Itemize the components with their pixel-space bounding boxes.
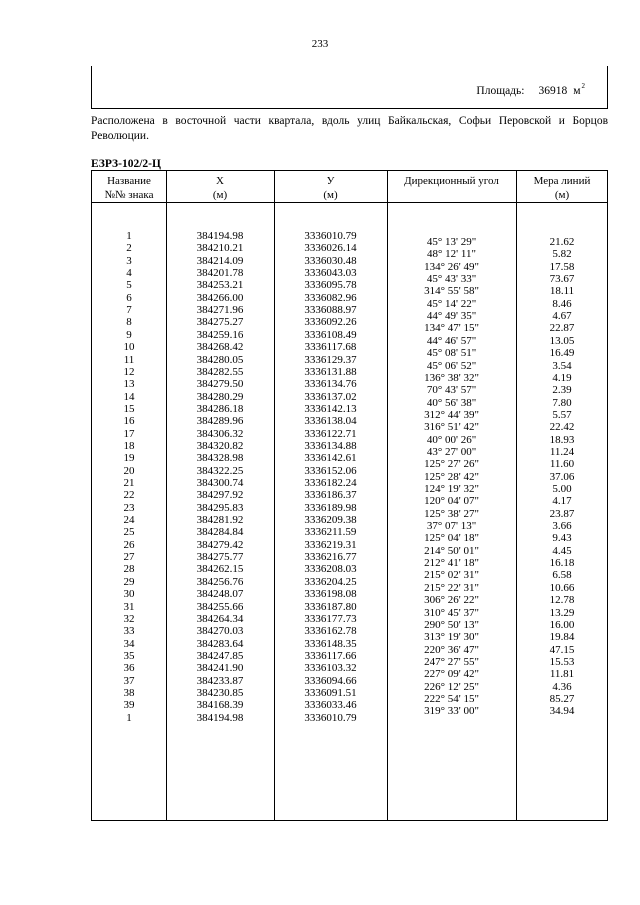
point-number: 30 — [123, 588, 135, 601]
point-number: 8 — [126, 316, 132, 329]
segment-length: 7.80 — [552, 396, 572, 409]
segment-angle: 45° 14' 22" — [426, 297, 477, 310]
segment-angle: 125° 27' 26" — [424, 458, 479, 471]
segment-length: 5.00 — [552, 483, 572, 495]
point-number: 7 — [126, 304, 132, 317]
point-x: 384279.50 — [196, 378, 244, 391]
segment-angle: 44° 46' 57" — [426, 334, 477, 347]
header-y — [274, 174, 387, 202]
segment-angle: 125° 04' 18" — [424, 532, 479, 545]
point-y: 3336082.96 — [304, 291, 357, 304]
point-number: 16 — [123, 415, 135, 428]
segment-angle: 45° 13' 29" — [426, 236, 477, 248]
segment-length: 6.58 — [552, 569, 572, 582]
point-x: 384253.21 — [196, 279, 244, 292]
point-x: 384271.96 — [196, 304, 244, 317]
segment-length: 11.60 — [549, 458, 575, 471]
point-y: 3336095.78 — [304, 279, 357, 292]
point-x: 384264.34 — [196, 612, 244, 625]
segment-length: 13.05 — [549, 334, 575, 347]
point-y: 3336092.26 — [304, 316, 357, 329]
point-number: 39 — [123, 699, 135, 712]
point-number: 23 — [123, 501, 135, 514]
segment-angle: 220° 36' 47" — [424, 643, 479, 656]
segment-length: 16.18 — [549, 557, 575, 570]
point-number: 1 — [126, 230, 132, 242]
segment-length: 11.81 — [549, 668, 575, 681]
segment-length: 73.67 — [549, 273, 575, 286]
segment-length: 2.39 — [552, 384, 572, 397]
segment-angle: 40° 56' 38" — [426, 396, 477, 409]
point-x: 384283.64 — [196, 637, 244, 650]
point-y: 3336137.02 — [304, 390, 357, 403]
segment-length: 4.36 — [552, 680, 572, 693]
point-y: 3336138.04 — [304, 415, 357, 428]
point-x: 384266.00 — [196, 291, 244, 304]
header-y-line1: У — [326, 175, 335, 187]
point-y: 3336209.38 — [304, 514, 357, 527]
area-unit-power: 2 — [581, 82, 585, 90]
segment-angle: 226° 12' 25" — [424, 680, 479, 693]
point-number: 14 — [123, 390, 135, 403]
point-number: 34 — [123, 637, 135, 650]
point-y: 3336122.71 — [304, 427, 357, 440]
point-y: 3336010.79 — [304, 711, 357, 724]
point-x: 384306.32 — [196, 427, 244, 440]
point-x: 384279.42 — [196, 538, 244, 551]
point-y: 3336198.08 — [304, 588, 357, 601]
point-y: 3336091.51 — [304, 686, 357, 699]
point-y: 3336187.80 — [304, 600, 357, 613]
segment-length: 37.06 — [549, 470, 575, 483]
point-x: 384241.90 — [196, 662, 244, 675]
point-y: 3336177.73 — [304, 612, 357, 625]
segment-length: 18.11 — [549, 285, 575, 298]
area-label: Площадь: — [476, 85, 525, 97]
point-x: 384281.92 — [196, 514, 244, 527]
point-x: 384262.15 — [196, 563, 244, 576]
segment-angle: 222° 54' 15" — [424, 692, 479, 705]
point-y: 3336219.31 — [304, 538, 357, 551]
segment-length: 23.87 — [549, 507, 575, 520]
segment-angle: 48° 12' 11" — [427, 248, 476, 261]
segment-angle: 313° 19' 30" — [424, 631, 479, 644]
header-x-line2: (м) — [212, 189, 228, 201]
point-number: 26 — [123, 538, 135, 551]
area-box — [91, 66, 608, 109]
segment-angle: 45° 06' 52" — [426, 359, 477, 372]
segment-length: 16.49 — [549, 347, 575, 360]
point-y: 3336148.35 — [304, 637, 357, 650]
point-x: 384259.16 — [196, 328, 244, 341]
header-angle-line1: Дирекционный угол — [404, 175, 499, 187]
segment-angle: 125° 28' 42" — [424, 470, 479, 483]
point-x: 384286.18 — [196, 402, 244, 415]
segment-length: 21.62 — [549, 236, 575, 248]
point-number: 6 — [126, 291, 132, 304]
coordinates-table — [91, 170, 608, 821]
segment-angle: 120° 04' 07" — [424, 495, 479, 508]
segment-length: 13.29 — [549, 606, 575, 619]
point-x: 384322.25 — [196, 464, 244, 477]
point-x: 384248.07 — [196, 588, 244, 601]
point-x: 384210.21 — [196, 242, 244, 255]
segment-angle: 124° 19' 32" — [424, 483, 479, 495]
point-number: 1 — [126, 711, 132, 724]
point-y: 3336186.37 — [304, 489, 357, 502]
header-point-name-line1: Название — [107, 175, 151, 187]
point-y: 3336129.37 — [304, 353, 357, 366]
area-line — [476, 82, 585, 97]
segment-angle: 319° 33' 00" — [424, 705, 479, 718]
point-y: 3336103.32 — [304, 662, 357, 675]
point-x: 384255.66 — [196, 600, 244, 613]
segment-length: 15.53 — [549, 655, 575, 668]
segment-angle: 45° 43' 33" — [426, 273, 477, 286]
point-number: 18 — [123, 439, 135, 452]
header-length-line2: (м) — [554, 189, 570, 201]
area-unit: м — [573, 85, 581, 97]
segment-angle: 136° 38' 32" — [424, 371, 479, 384]
segment-length: 3.66 — [552, 520, 572, 533]
segment-length: 5.57 — [552, 408, 572, 421]
point-y: 3336152.06 — [304, 464, 357, 477]
segment-angle: 37° 07' 13" — [426, 520, 477, 533]
point-x: 384289.96 — [196, 415, 244, 428]
point-number: 5 — [126, 279, 132, 292]
point-y: 3336142.61 — [304, 452, 357, 465]
point-x: 384280.05 — [196, 353, 244, 366]
segment-angle: 134° 26' 49" — [424, 260, 479, 273]
segment-length: 9.43 — [552, 532, 572, 545]
segment-angle: 290° 50' 13" — [424, 618, 479, 631]
point-number: 28 — [123, 563, 135, 576]
point-y: 3336108.49 — [304, 328, 357, 341]
segment-angle: 44° 49' 35" — [426, 310, 477, 323]
segment-angle: 134° 47' 15" — [424, 322, 479, 335]
point-x: 384247.85 — [196, 649, 244, 662]
point-number: 29 — [123, 575, 135, 588]
point-number: 32 — [123, 612, 135, 625]
segment-angle: 215° 22' 31" — [424, 581, 479, 594]
point-x: 384194.98 — [196, 230, 244, 242]
segment-angle: 70° 43' 57" — [426, 384, 477, 397]
table-header-divider — [92, 202, 607, 203]
header-length — [516, 174, 608, 202]
segment-angle: 45° 08' 51" — [426, 347, 477, 360]
point-y: 3336211.59 — [304, 526, 357, 539]
point-x: 384233.87 — [196, 674, 244, 687]
point-y: 3336216.77 — [304, 551, 357, 564]
point-x: 384320.82 — [196, 439, 244, 452]
segment-length: 4.19 — [552, 371, 572, 384]
point-y: 3336026.14 — [304, 242, 357, 255]
segment-length: 85.27 — [549, 692, 575, 705]
segment-angle: 212° 41' 18" — [424, 557, 479, 570]
point-y: 3336131.88 — [304, 365, 357, 378]
point-number: 3 — [126, 254, 132, 267]
segment-length: 5.82 — [552, 248, 572, 261]
point-number: 37 — [123, 674, 135, 687]
area-value: 36918 — [538, 85, 568, 97]
header-point-name — [92, 174, 166, 202]
point-x: 384268.42 — [196, 341, 244, 354]
point-y: 3336117.68 — [304, 341, 357, 354]
segment-angle: 310° 45' 37" — [424, 606, 479, 619]
point-y: 3336117.66 — [304, 649, 357, 662]
point-y: 3336033.46 — [304, 699, 357, 712]
point-y: 3336208.03 — [304, 563, 357, 576]
point-number: 21 — [123, 477, 135, 489]
point-number: 31 — [123, 600, 135, 613]
point-x: 384270.03 — [196, 625, 244, 638]
point-x: 384256.76 — [196, 575, 244, 588]
point-y: 3336043.03 — [304, 267, 357, 280]
header-x-line1: X — [216, 175, 224, 187]
point-y: 3336162.78 — [304, 625, 357, 638]
segment-length: 19.84 — [549, 631, 575, 644]
segment-angle: 316° 51' 42" — [424, 421, 479, 434]
segment-angle: 125° 38' 27" — [424, 507, 479, 520]
segment-angle: 312° 44' 39" — [424, 408, 479, 421]
segment-length: 17.58 — [549, 260, 575, 273]
point-y: 3336010.79 — [304, 230, 357, 242]
point-number: 11 — [123, 353, 135, 366]
segment-angle: 40° 00' 26" — [426, 433, 477, 446]
header-y-line2: (м) — [323, 189, 338, 201]
point-y: 3336182.24 — [304, 477, 357, 489]
header-point-name-line2: №№ знака — [104, 189, 154, 201]
segment-length: 12.78 — [549, 594, 575, 607]
point-y: 3336134.88 — [304, 439, 357, 452]
segment-length: 11.24 — [549, 445, 575, 458]
point-y: 3336189.98 — [304, 501, 357, 514]
point-x: 384328.98 — [196, 452, 244, 465]
segment-length: 47.15 — [549, 643, 575, 656]
segment-angle: 214° 50' 01" — [424, 544, 479, 557]
segment-length: 22.87 — [549, 322, 575, 335]
point-number: 35 — [123, 649, 135, 662]
point-number: 9 — [126, 328, 132, 341]
segment-length: 10.66 — [549, 581, 575, 594]
header-length-line1: Мера линий — [533, 175, 591, 187]
segment-angle: 306° 26' 22" — [424, 594, 479, 607]
point-x: 384300.74 — [196, 477, 244, 489]
point-number: 25 — [123, 526, 135, 539]
point-number: 38 — [123, 686, 135, 699]
header-x — [166, 174, 274, 202]
point-y: 3336204.25 — [304, 575, 357, 588]
segment-length: 4.45 — [552, 544, 572, 557]
point-x: 384295.83 — [196, 501, 244, 514]
segment-angle: 215° 02' 31" — [424, 569, 479, 582]
point-x: 384280.29 — [196, 390, 244, 403]
segment-length: 4.67 — [552, 310, 572, 323]
segment-length: 8.46 — [552, 297, 572, 310]
point-y: 3336142.13 — [304, 402, 357, 415]
point-x: 384168.39 — [196, 699, 244, 712]
point-number: 15 — [123, 402, 135, 415]
point-y: 3336134.76 — [304, 378, 357, 391]
point-x: 384201.78 — [196, 267, 244, 280]
point-x: 384230.85 — [196, 686, 244, 699]
point-number: 22 — [123, 489, 135, 502]
segment-length: 3.54 — [552, 359, 572, 372]
point-x: 384282.55 — [196, 365, 244, 378]
point-number: 13 — [123, 378, 135, 391]
point-x: 384275.27 — [196, 316, 244, 329]
point-number: 10 — [123, 341, 135, 354]
point-x: 384297.92 — [196, 489, 244, 502]
description: Расположена в восточной части квартала, вдоль улиц Байкальская, Софьи Перовской и Борцов Революции. — [91, 115, 608, 142]
segment-length: 16.00 — [549, 618, 575, 631]
point-y: 3336030.48 — [304, 254, 357, 267]
segment-angle: 227° 09' 42" — [424, 668, 479, 681]
point-number: 20 — [123, 464, 135, 477]
segment-angle: 43° 27' 00" — [426, 445, 477, 458]
segment-angle: 247° 27' 55" — [424, 655, 479, 668]
point-x: 384284.84 — [196, 526, 244, 539]
segment-length: 4.17 — [552, 495, 572, 508]
page-number: 233 — [311, 38, 329, 50]
header-angle — [387, 174, 516, 188]
point-number: 36 — [123, 662, 135, 675]
segment-angle: 314° 55' 58" — [424, 285, 479, 298]
point-x: 384214.09 — [196, 254, 244, 267]
point-number: 4 — [126, 267, 132, 280]
point-number: 2 — [126, 242, 132, 255]
point-y: 3336094.66 — [304, 674, 357, 687]
point-y: 3336088.97 — [304, 304, 357, 317]
section-code: ЕЗРЗ-102/2-Ц — [91, 158, 161, 170]
point-number: 27 — [123, 551, 135, 564]
segment-length: 34.94 — [549, 705, 575, 718]
point-x: 384275.77 — [196, 551, 244, 564]
point-number: 17 — [123, 427, 135, 440]
point-number: 24 — [123, 514, 135, 527]
point-x: 384194.98 — [196, 711, 244, 724]
segment-length: 22.42 — [549, 421, 575, 434]
point-number: 12 — [123, 365, 135, 378]
segment-length: 18.93 — [549, 433, 575, 446]
point-number: 19 — [123, 452, 135, 465]
point-number: 33 — [123, 625, 135, 638]
